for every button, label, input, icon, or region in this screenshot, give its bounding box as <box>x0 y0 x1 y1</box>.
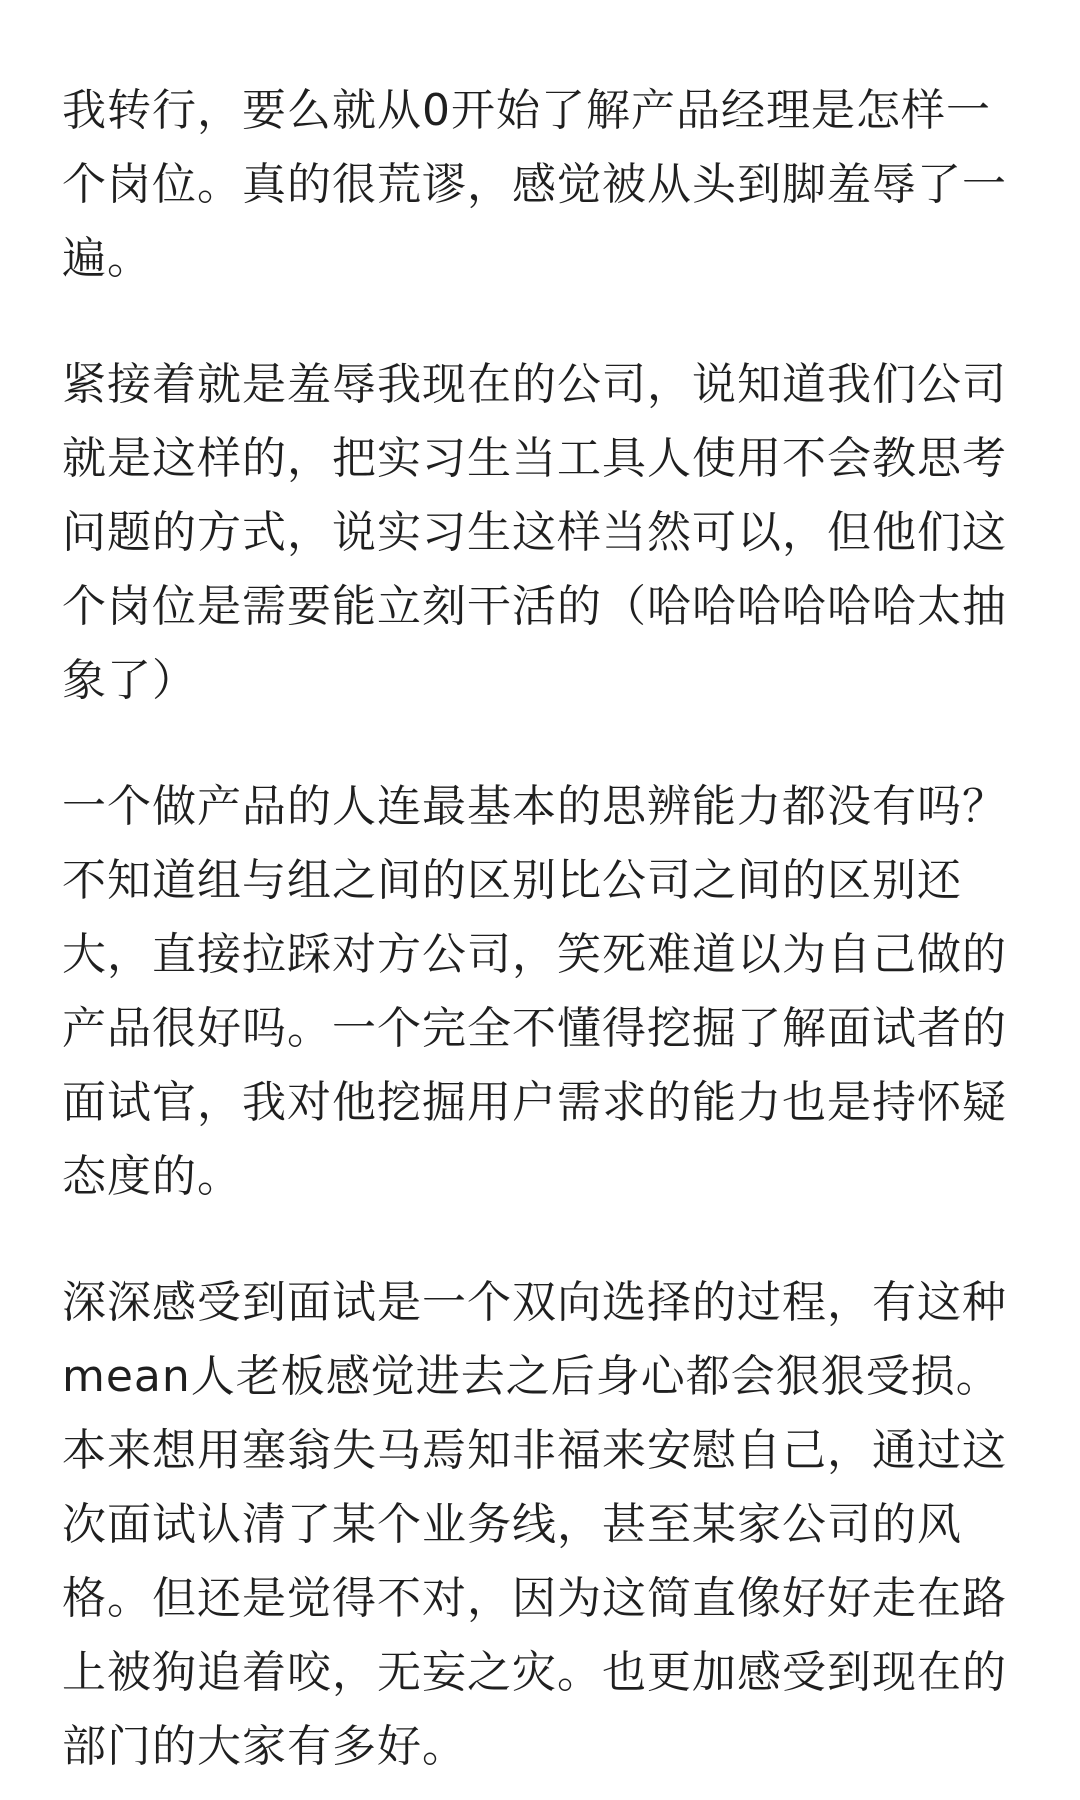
paragraph-3: 一个做产品的人连最基本的思辨能力都没有吗？不知道组与组之间的区别比公司之间的区别还大，直接拉踩对方公司，笑死难道以为自己做的产品很好吗。一个完全不懂得挖掘了解面试者的面试官，我对他挖掘用户需求的能力也是持怀疑态度的。 <box>62 781 1007 1202</box>
article-body <box>62 74 1022 1784</box>
paragraph-1: 我转行，要么就从0开始了解产品经理是怎样一个岗位。真的很荒谬，感觉被从头到脚羞辱了一遍。 <box>62 85 1007 284</box>
paragraph-2: 紧接着就是羞辱我现在的公司，说知道我们公司就是这样的，把实习生当工具人使用不会教思考问题的方式，说实习生这样当然可以，但他们这个岗位是需要能立刻干活的（哈哈哈哈哈哈太抽象了） <box>62 359 1007 706</box>
paragraph-4: 深深感受到面试是一个双向选择的过程，有这种mean人老板感觉进去之后身心都会狠狠受损。本来想用塞翁失马焉知非福来安慰自己，通过这次面试认清了某个业务线，甚至某家公司的风格。但还是觉得不对，因为这简直像好好走在路上被狗追着咬，无妄之灾。也更加感受到现在的部门的大家有多好。 <box>62 1277 1007 1772</box>
